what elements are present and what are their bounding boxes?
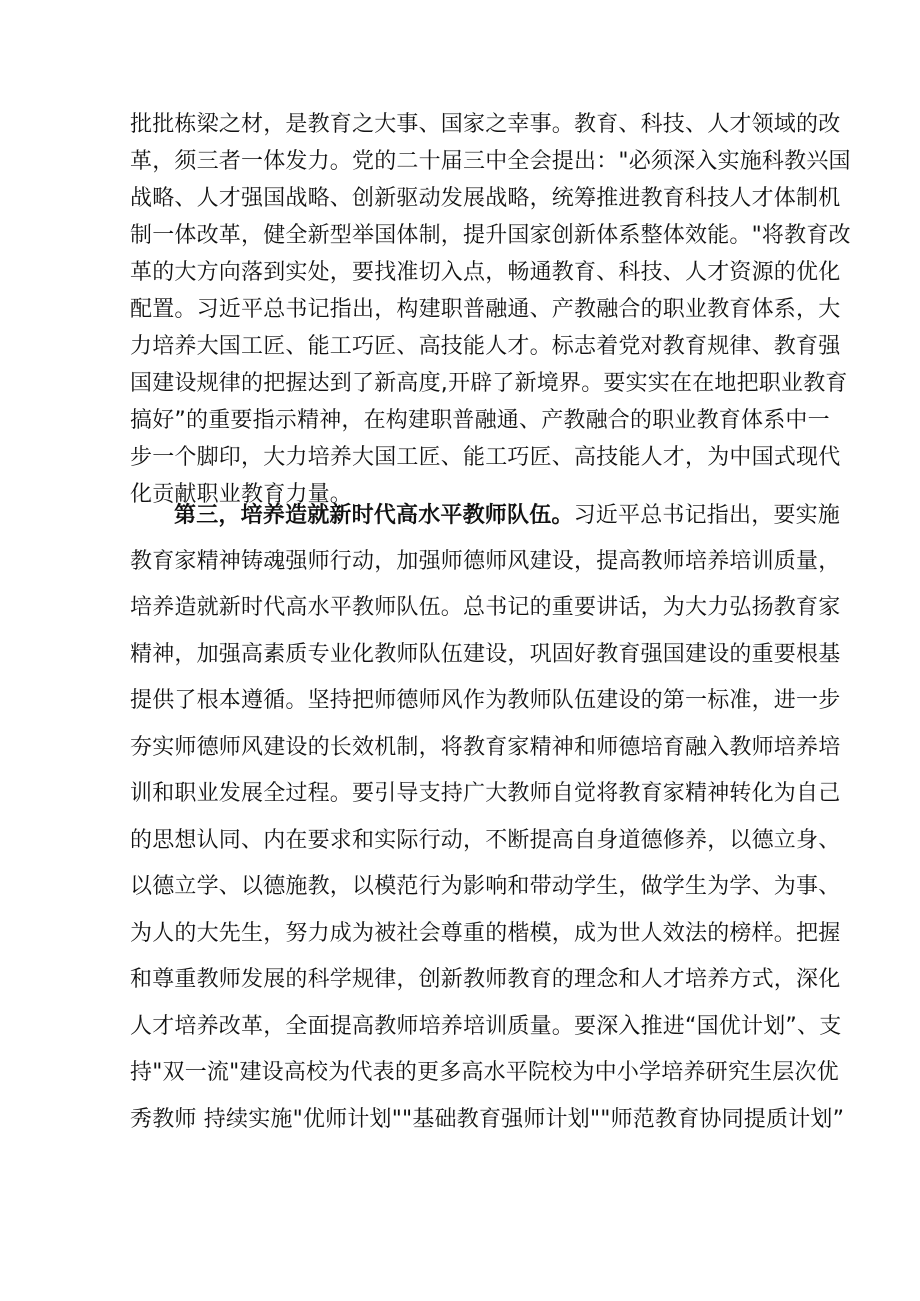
text-line: 和尊重教师发展的科学规律，创新教师教育的理念和人才培养方式，深化 <box>130 967 841 992</box>
text-line: 以德立学、以德施教，以模范行为影响和带动学生，做学生为学、为事、 <box>130 874 841 899</box>
text-line: 制一体改革，健全新型举国体制，提升国家创新体系整体效能。"将教育改 <box>130 223 851 248</box>
text-line: 化贡献职业教育力量。 <box>130 482 353 507</box>
text-line: 教育家精神铸魂强师行动，加强师德师风建设，提高教师培养培训质量， <box>130 549 841 574</box>
text-line: 战略、人才强国战略、创新驱动发展战略，统筹推进教育科技人才体制机 <box>130 186 841 211</box>
text-line: 国建设规律的把握达到了新高度,开辟了新境界。要实实在在地把职业教育 <box>130 371 848 396</box>
text-line: 训和职业发展全过程。要引导支持广大教师自觉将教育家精神转化为自己 <box>130 781 841 806</box>
text-line: 配置。习近平总书记指出，构建职普融通、产教融合的职业教育体系，大 <box>130 297 841 322</box>
text-line: 搞好”的重要指示精神，在构建职普融通、产教融合的职业教育体系中一 <box>130 408 830 433</box>
section-heading: 第三，培养造就新时代高水平教师队伍。 <box>174 503 574 528</box>
text-line: 的思想认同、内在要求和实际行动，不断提高自身道德修养，以德立身、 <box>130 828 841 853</box>
text-line: 人才培养改革，全面提高教师培养培训质量。要深入推进“国优计划”、支 <box>130 1014 842 1039</box>
text-line: 革，须三者一体发力。党的二十届三中全会提出："必须深入实施科教兴国 <box>130 149 851 174</box>
text-line: 培养造就新时代高水平教师队伍。总书记的重要讲话，为大力弘扬教育家 <box>130 595 841 620</box>
text-line: 提供了根本遵循。坚持把师德师风作为教师队伍建设的第一标准，进一步 <box>130 688 841 713</box>
text-line: 力培养大国工匠、能工巧匠、高技能人才。标志着党对教育规律、教育强 <box>130 334 841 359</box>
paragraph-first-line <box>174 501 841 531</box>
text-line: 为人的大先生，努力成为被社会尊重的楷模，成为世人效法的榜样。把握 <box>130 921 841 946</box>
text-line: 批批栋梁之材，是教育之大事、国家之幸事。教育、科技、人才领域的改 <box>130 112 841 137</box>
text-line: 秀教师 持续实施"优师计划""基础教育强师计划""师范教育协同提质计划” <box>130 1107 845 1132</box>
text-line: 步一个脚印，大力培养大国工匠、能工巧匠、高技能人才，为中国式现代 <box>130 445 841 470</box>
text-span: 习近平总书记指出，要实施 <box>573 503 841 528</box>
text-line: 持"双一流"建设高校为代表的更多高水平院校为中小学培养研究生层次优 <box>130 1060 839 1085</box>
text-line: 精神，加强高素质专业化教师队伍建设，巩固好教育强国建设的重要根基 <box>130 642 841 667</box>
text-line: 革的大方向落到实处，要找准切入点，畅通教育、科技、人才资源的优化 <box>130 260 841 285</box>
text-line: 夯实师德师风建设的长效机制，将教育家精神和师德培育融入教师培养培 <box>130 735 841 760</box>
